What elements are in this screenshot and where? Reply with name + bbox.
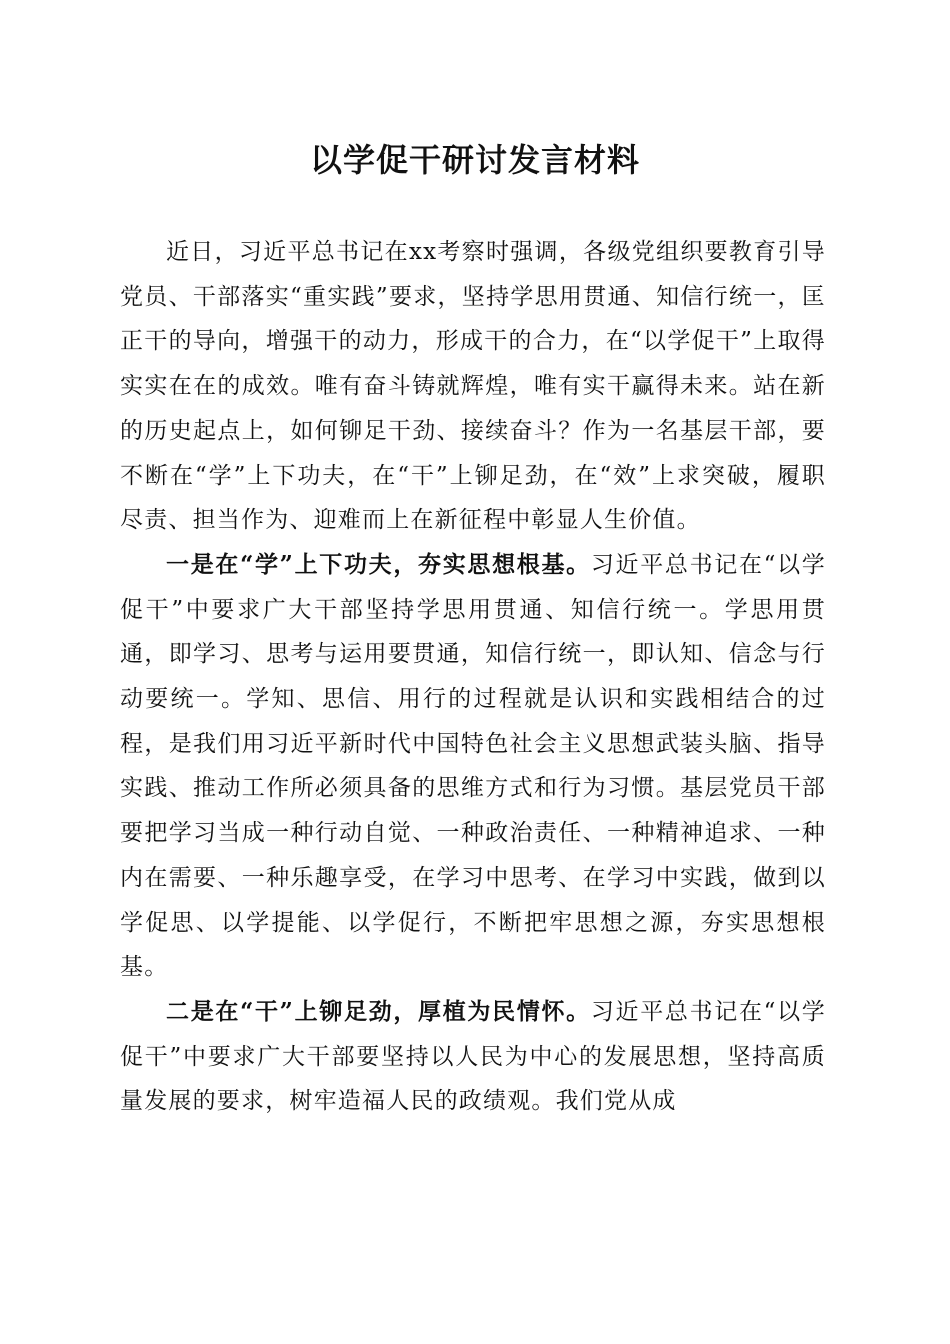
paragraph-lead: 二是在“干”上铆足劲，厚植为民情怀。 <box>166 997 591 1025</box>
paragraph-point-two <box>120 990 826 1124</box>
paragraph-lead: 一是在“学”上下功夫，夯实思想根基。 <box>166 550 591 578</box>
paragraph-intro <box>120 230 826 543</box>
paragraph-text: 习近平总书记在“以学促干”中要求广大干部坚持学思用贯通、知信行统一。学思用贯通，即学习、思考与运用要贯通，知信行统一，即认知、信念与行动要统一。学知、思信、用行的过程就是认识和实践相结合的过程，是我们用习近平新时代中国特色社会主义思想武装头脑、指导实践、推动工作所必须具备的思维方式和行为习惯。基层党员干部要把学习当成一种行动自觉、一种政治责任、一种精神追求、一种内在需要、一种乐趣享受，在学习中思考、在学习中实践，做到以学促思、以学提能、以学促行，不断把牢思想之源，夯实思想根基。 <box>120 551 826 981</box>
paragraph-text: 习近平总书记在“以学促干”中要求广大干部要坚持以人民为中心的发展思想，坚持高质量发展的要求，树牢造福人民的政绩观。我们党从成 <box>120 998 826 1115</box>
document-body <box>120 230 826 1124</box>
paragraph-point-one <box>120 543 826 990</box>
paragraph-text: 近日，习近平总书记在xx考察时强调，各级党组织要教育引导党员、干部落实“重实践”要求，坚持学思用贯通、知信行统一，匡正干的导向，增强干的动力，形成干的合力，在“以学促干”上取得实实在在的成效。唯有奋斗铸就辉煌，唯有实干赢得未来。站在新的历史起点上，如何铆足干劲、接续奋斗？作为一名基层干部，要不断在“学”上下功夫，在“干”上铆足劲，在“效”上求突破，履职尽责、担当作为、迎难而上在新征程中彰显人生价值。 <box>120 239 826 534</box>
document-title: 以学促干研讨发言材料 <box>309 141 640 179</box>
